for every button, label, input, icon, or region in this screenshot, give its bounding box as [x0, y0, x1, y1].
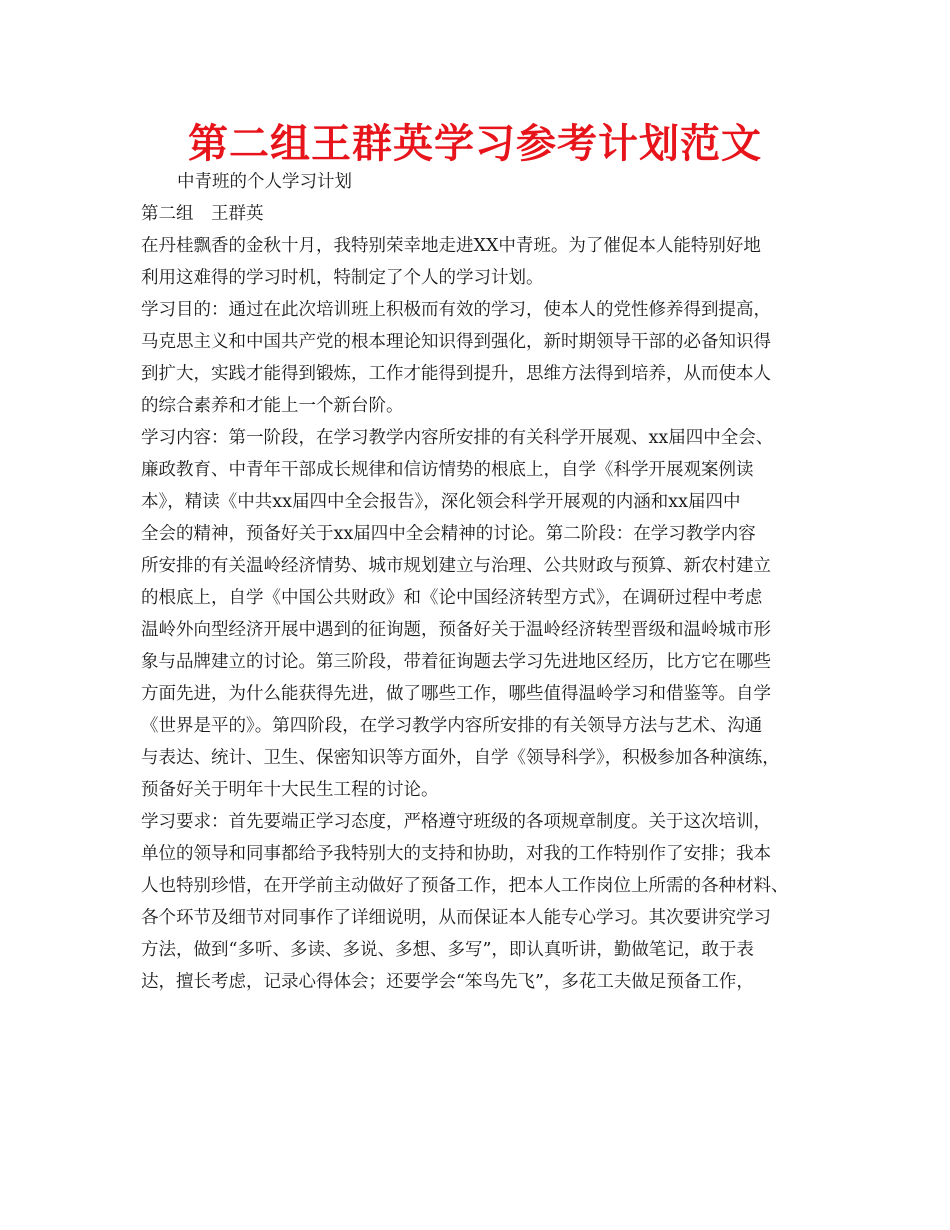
text-line: 象与品牌建立的讨论。第三阶段，带着征询题去学习先进地区经历，比方它在哪些	[141, 652, 771, 672]
text-line: 达，擅长考虑，记录心得体会；还要学会“笨鸟先飞”，多花工夫做足预备工作，	[141, 972, 754, 992]
text-line: 预备好关于明年十大民生工程的讨论。	[141, 780, 439, 800]
text-line: 所安排的有关温岭经济情势、城市规划建立与治理、公共财政与预算、新农村建立	[141, 556, 771, 576]
text-line: 单位的领导和同事都给予我特别大的支持和协助，对我的工作特别作了安排；我本	[141, 844, 771, 864]
text-line: 全会的精神，预备好关于xx届四中全会精神的讨论。第二阶段：在学习教学内容	[141, 524, 756, 544]
text-line: 与表达、统计、卫生、保密知识等方面外，自学《领导科学》，积极参加各种演练，	[141, 748, 780, 768]
text-line: 人也特别珍惜，在开学前主动做好了预备工作，把本人工作岗位上所需的各种材料、	[141, 876, 789, 896]
document-subtitle: 中青班的个人学习计划	[177, 172, 352, 192]
text-line: 各个环节及细节对同事作了详细说明，从而保证本人能专心学习。其次要讲究学习	[141, 908, 771, 928]
text-line: 学习要求：首先要端正学习态度，严格遵守班级的各项规章制度。关于这次培训，	[141, 812, 771, 832]
text-line: 的综合素养和才能上一个新台阶。	[141, 396, 404, 416]
text-line: 在丹桂飘香的金秋十月，我特别荣幸地走进XX中青班。为了催促本人能特别好地	[141, 236, 761, 256]
document-body	[141, 166, 831, 998]
document-title: 第二组王群英学习参考计划范文	[188, 121, 762, 167]
text-line: 方面先进，为什么能获得先进，做了哪些工作，哪些值得温岭学习和借鉴等。自学	[141, 684, 771, 704]
text-line: 到扩大，实践才能得到锻炼，工作才能得到提升，思维方法得到培养，从而使本人	[141, 364, 771, 384]
text-line: 《世界是平的》。第四阶段，在学习教学内容所安排的有关领导方法与艺术、沟通	[141, 716, 763, 736]
text-line: 温岭外向型经济开展中遇到的征询题，预备好关于温岭经济转型晋级和温岭城市形	[141, 620, 771, 640]
text-line: 本》，精读《中共xx届四中全会报告》，深化领会科学开展观的内涵和xx届四中	[141, 492, 741, 512]
text-line: 方法，做到“多听、多读、多说、多想、多写”，即认真听讲，勤做笔记，敢于表	[141, 940, 754, 960]
text-line: 廉政教育、中青年干部成长规律和信访情势的根底上，自学《科学开展观案例读	[141, 460, 754, 480]
text-line: 学习目的：通过在此次培训班上积极而有效的学习，使本人的党性修养得到提高，	[141, 300, 771, 320]
text-line: 的根底上，自学《中国公共财政》和《论中国经济转型方式》，在调研过程中考虑	[141, 588, 763, 608]
text-line: 马克思主义和中国共产党的根本理论知识得到强化，新时期领导干部的必备知识得	[141, 332, 771, 352]
text-line: 学习内容：第一阶段，在学习教学内容所安排的有关科学开展观、xx届四中全会、	[141, 428, 774, 448]
text-line: 第二组 王群英	[141, 204, 264, 224]
text-line: 利用这难得的学习时机，特制定了个人的学习计划。	[141, 268, 544, 288]
